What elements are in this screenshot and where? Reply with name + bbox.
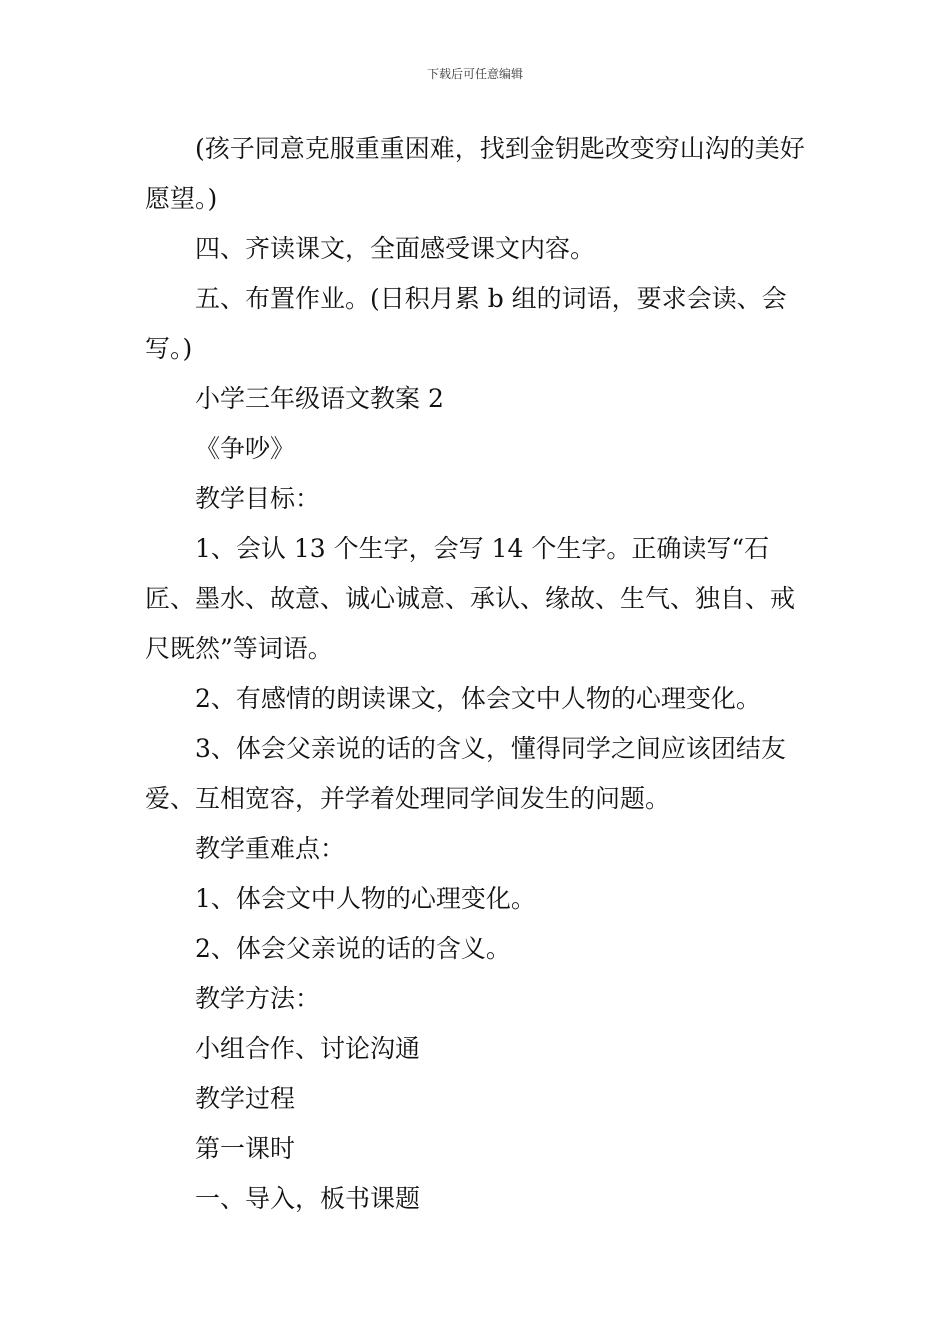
goal-item: 1、会认 13 个生字，会写 14 个生字。正确读写“石匠、墨水、故意、诚心诚意、承认、缘故、生气、独自、戒尺既然”等词语。 — [145, 534, 796, 663]
paragraph: 五、布置作业。(日积月累 b 组的词语，要求会读、会写。) — [145, 284, 787, 363]
method-item: 小组合作、讨论沟通 — [195, 1034, 421, 1063]
paragraph: 四、齐读课文，全面感受课文内容。 — [195, 234, 596, 263]
key-point-item: 1、体会文中人物的心理变化。 — [195, 884, 536, 913]
lesson-title: 《争吵》 — [195, 434, 296, 463]
process-step: 一、导入，板书课题 — [195, 1184, 421, 1213]
heading-key-points: 教学重难点： — [195, 834, 346, 863]
heading-teaching-methods: 教学方法： — [195, 984, 321, 1013]
heading-first-lesson: 第一课时 — [195, 1134, 296, 1163]
goal-item: 2、有感情的朗读课文，体会文中人物的心理变化。 — [195, 684, 761, 713]
page-header-note: 下载后可任意编辑 — [426, 67, 523, 81]
key-point-item: 2、体会父亲说的话的含义。 — [195, 934, 511, 963]
paragraph: (孩子同意克服重重困难，找到金钥匙改变穷山沟的美好愿望。) — [145, 134, 805, 213]
document-body — [145, 124, 815, 1224]
goal-item: 3、体会父亲说的话的含义，懂得同学之间应该团结友爱、互相宽容，并学着处理同学间发生的问题。 — [145, 734, 786, 813]
heading-teaching-process: 教学过程 — [195, 1084, 296, 1113]
heading-teaching-goals: 教学目标： — [195, 484, 321, 513]
section-title: 小学三年级语文教案 2 — [195, 384, 444, 413]
